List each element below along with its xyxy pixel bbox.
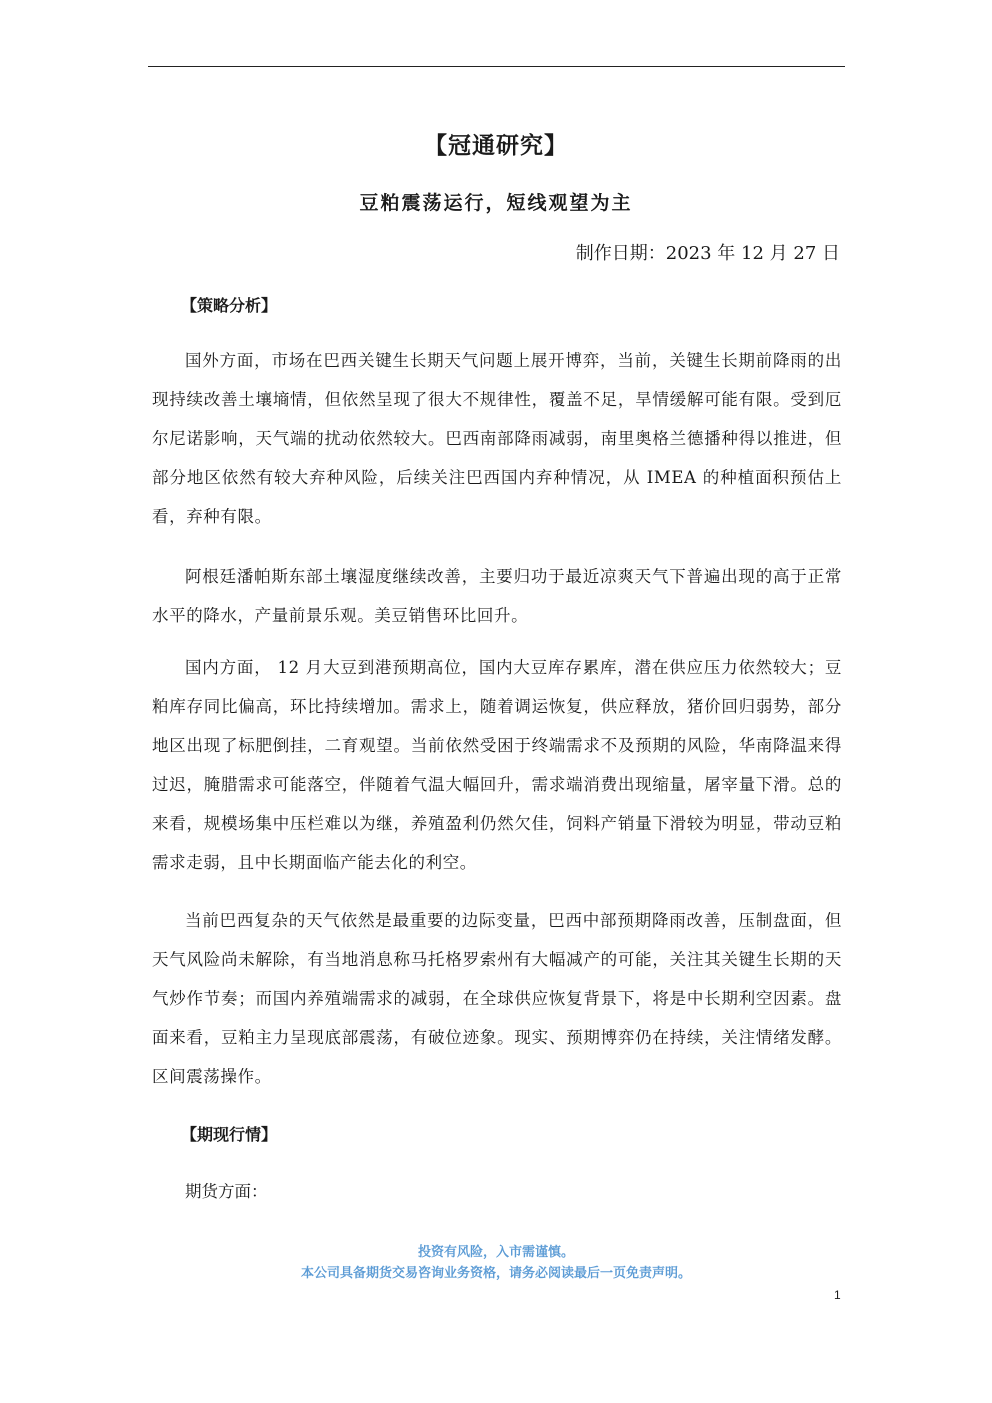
header-rule	[148, 66, 845, 67]
report-title: 豆粕震荡运行，短线观望为主	[359, 192, 633, 214]
futures-label: 期货方面：	[185, 1182, 268, 1201]
market-heading: 【期现行情】	[181, 1125, 278, 1144]
disclaimer-note: 本公司具备期货交易咨询业务资格，请务必阅读最后一页免责声明。	[300, 1266, 691, 1281]
strategy-heading: 【策略分析】	[181, 296, 278, 315]
page-number: 1	[834, 1288, 841, 1302]
risk-warning: 投资有风险，入市需谨慎。	[417, 1245, 574, 1260]
strategy-paragraph-2: 阿根廷潘帕斯东部土壤湿度继续改善，主要归功于最近凉爽天气下普遍出现的高于正常水平的降水，产量前景乐观。美豆销售环比回升。	[152, 567, 842, 625]
strategy-paragraph-4: 当前巴西复杂的天气依然是最重要的边际变量，巴西中部预期降雨改善，压制盘面，但天气风险尚未解除，有当地消息称马托格罗索州有大幅减产的可能，关注其关键生长期的天气炒作节奏；而国内养殖端需求的减弱，在全球供应恢复背景下，将是中长期利空因素。盘面来看，豆粕主力呈现底部震荡，有破位迹象。现实、预期博弈仍在持续，关注情绪发酵。区间震荡操作。	[152, 911, 842, 1086]
report-date: 制作日期：2023 年 12 月 27 日	[575, 243, 840, 264]
strategy-paragraph-3: 国内方面， 12 月大豆到港预期高位，国内大豆库存累库，潜在供应压力依然较大；豆粕库存同比偏高，环比持续增加。需求上，随着调运恢复，供应释放，猪价回归弱势，部分地区出现了标肥倒挂，二育观望。当前依然受困于终端需求不及预期的风险，华南降温来得过迟，腌腊需求可能落空，伴随着气温大幅回升，需求端消费出现缩量，屠宰量下滑。总的来看，规模场集中压栏难以为继，养殖盈利仍然欠佳，饲料产销量下滑较为明显，带动豆粕需求走弱，且中长期面临产能去化的利空。	[152, 658, 842, 872]
strategy-paragraph-1: 国外方面，市场在巴西关键生长期天气问题上展开博弈，当前，关键生长期前降雨的出现持续改善土壤墒情，但依然呈现了很大不规律性，覆盖不足，旱情缓解可能有限。受到厄尔尼诺影响，天气端的扰动依然较大。巴西南部降雨减弱，南里奥格兰德播种得以推进，但部分地区依然有较大弃种风险，后续关注巴西国内弃种情况，从 IMEA 的种植面积预估上看，弃种有限。	[152, 351, 842, 526]
brand-heading: 【冠通研究】	[424, 132, 568, 159]
